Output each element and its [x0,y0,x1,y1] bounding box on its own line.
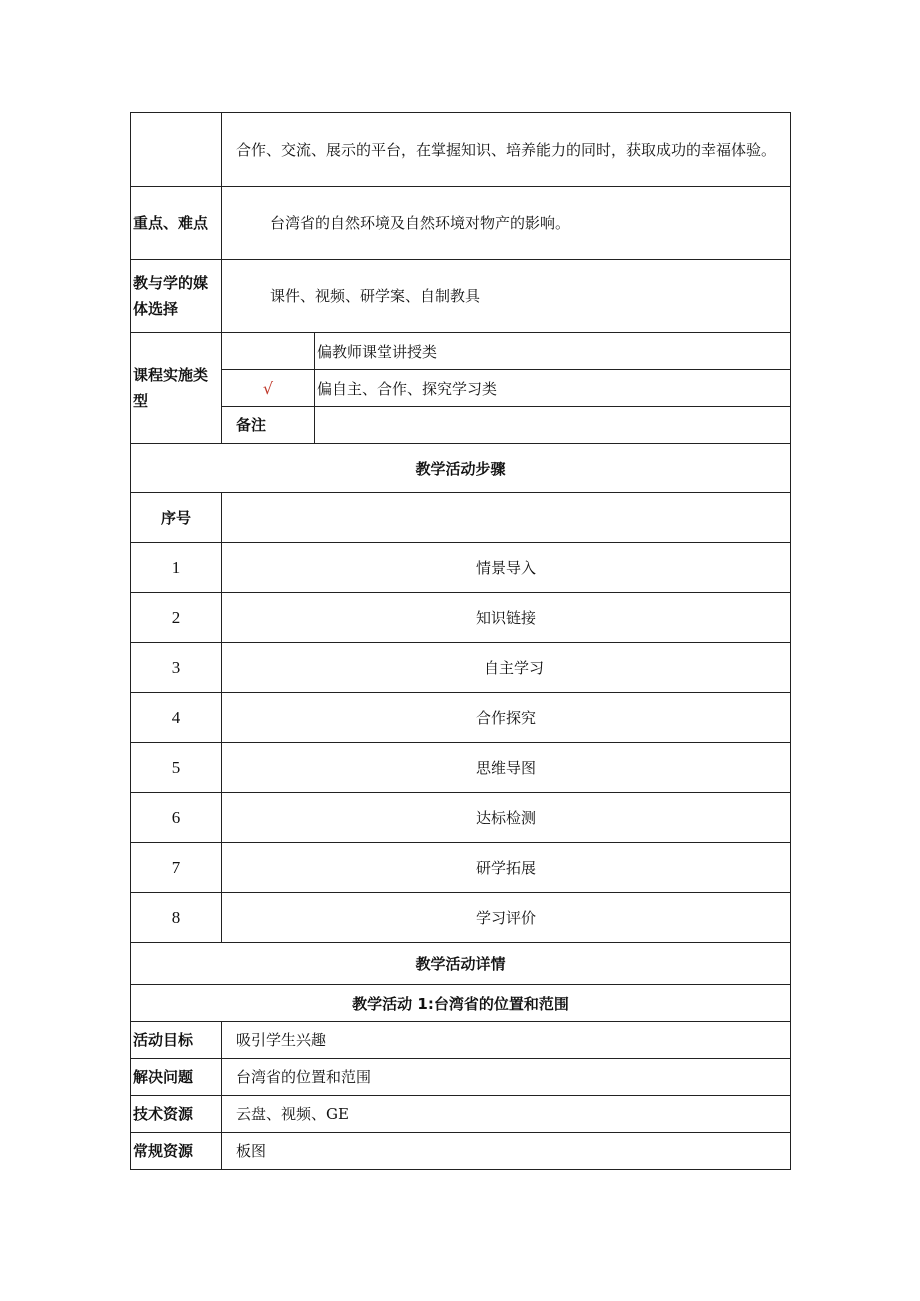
step-row [131,743,791,793]
step-name: 情景导入 [222,543,791,593]
course-type-option-text: 偏教师课堂讲授类 [315,333,791,370]
detail-row [131,1059,791,1096]
step-number: 8 [131,893,222,943]
media-value: 课件、视频、研学案、自制教具 [222,260,791,333]
step-row [131,543,791,593]
detail-row [131,1133,791,1170]
media-label: 教与学的媒体选择 [131,260,222,333]
detail-value: 台湾省的位置和范围 [222,1059,791,1096]
step-row [131,593,791,643]
step-row [131,893,791,943]
activity-title: 教学活动 1:台湾省的位置和范围 [131,985,791,1022]
key-points-row [131,187,791,260]
intro-text: 合作、交流、展示的平台，在掌握知识、培养能力的同时，获取成功的幸福体验。 [222,113,791,187]
media-row [131,260,791,333]
steps-heading-row [131,444,791,493]
course-type-option-text: 偏自主、合作、探究学习类 [315,370,791,407]
detail-label: 解决问题 [131,1059,222,1096]
detail-value: 云盘、视频、GE [222,1096,791,1133]
intro-label-cell [131,113,222,187]
step-row [131,843,791,893]
step-number: 7 [131,843,222,893]
remark-value [315,407,791,444]
course-type-remark-row [131,407,791,444]
course-type-option-row [131,370,791,407]
detail-value: 吸引学生兴趣 [222,1022,791,1059]
course-type-label: 课程实施类型 [131,333,222,444]
steps-index-header-row [131,493,791,543]
steps-index-label: 序号 [131,493,222,543]
step-name: 自主学习 [222,643,791,693]
step-row [131,643,791,693]
lesson-plan-table [130,112,791,1170]
detail-label: 活动目标 [131,1022,222,1059]
key-points-label: 重点、难点 [131,187,222,260]
step-name: 研学拓展 [222,843,791,893]
step-name: 学习评价 [222,893,791,943]
step-row [131,793,791,843]
remark-label: 备注 [222,407,315,444]
step-number: 6 [131,793,222,843]
steps-heading: 教学活动步骤 [131,444,791,493]
course-type-option-mark: √ [222,370,315,407]
key-points-value: 台湾省的自然环境及自然环境对物产的影响。 [222,187,791,260]
detail-label: 常规资源 [131,1133,222,1170]
step-name: 达标检测 [222,793,791,843]
detail-row [131,1022,791,1059]
course-type-option-mark [222,333,315,370]
steps-index-header-empty [222,493,791,543]
step-name: 思维导图 [222,743,791,793]
step-number: 1 [131,543,222,593]
details-heading-row [131,943,791,985]
step-number: 4 [131,693,222,743]
lesson-plan-table-container [130,112,790,1170]
detail-row [131,1096,791,1133]
step-number: 2 [131,593,222,643]
activity-title-row [131,985,791,1022]
intro-row [131,113,791,187]
detail-value: 板图 [222,1133,791,1170]
step-number: 3 [131,643,222,693]
detail-label: 技术资源 [131,1096,222,1133]
step-row [131,693,791,743]
details-heading: 教学活动详情 [131,943,791,985]
step-number: 5 [131,743,222,793]
step-name: 知识链接 [222,593,791,643]
course-type-option-row [131,333,791,370]
step-name: 合作探究 [222,693,791,743]
